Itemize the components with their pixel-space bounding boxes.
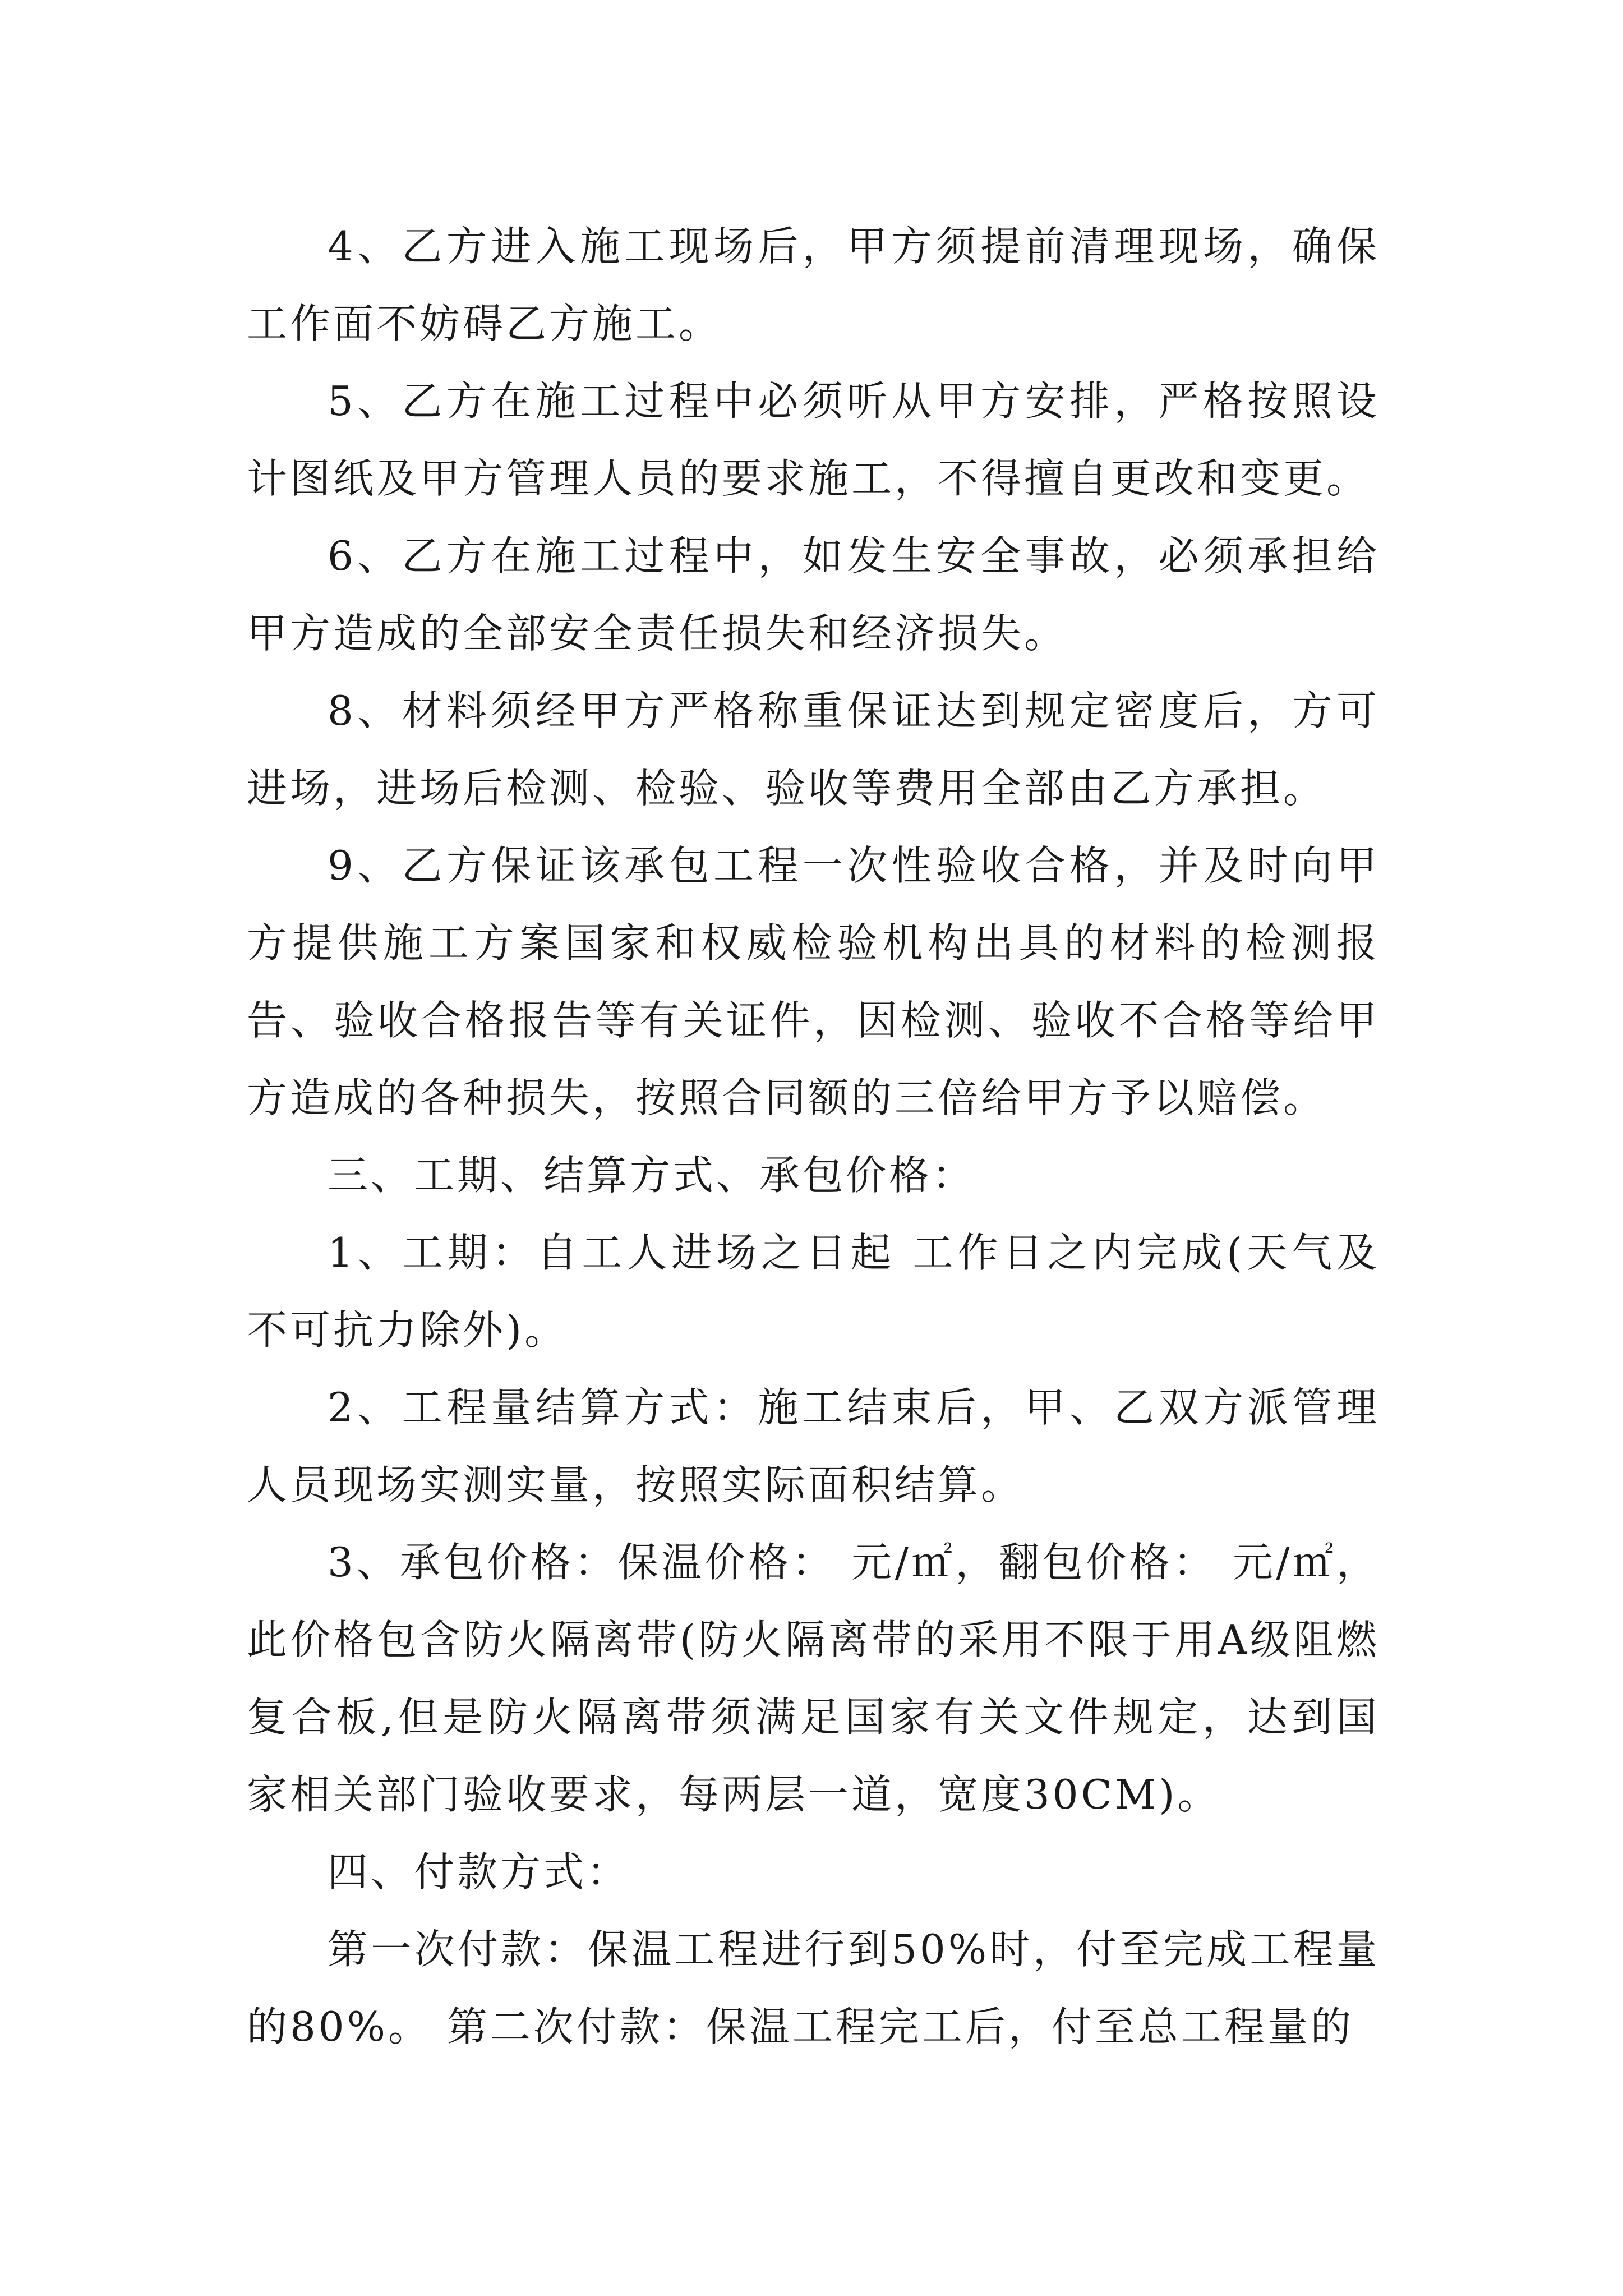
paragraph-payment-1: 第一次付款：保温工程进行到50%时，付至完成工程量的80%。 第二次付款：保温工程完工后，付至总工程量的: [247, 1926, 1380, 2050]
paragraph-schedule-3: 3、承包价格：保温价格： 元/㎡，翻包价格： 元/㎡，此价格包含防火隔离带(防火隔离带的采用不限于用A级阻燃复合板,但是防火隔离带须满足国家有关文件规定，达到国家相关部门验收要求，每两层一道，宽度30CM)。: [247, 1539, 1380, 1818]
paragraph-schedule-1: 1、工期：自工人进场之日起 工作日之内完成(天气及不可抗力除外)。: [247, 1229, 1380, 1354]
paragraph-clause-8: 8、材料须经甲方严格称重保证达到规定密度后，方可进场，进场后检测、检验、验收等费用全部由乙方承担。: [247, 687, 1380, 812]
section-heading-schedule: 三、工期、结算方式、承包价格：: [328, 1152, 976, 1199]
section-heading-payment: 四、付款方式：: [328, 1848, 630, 1895]
paragraph-clause-9: 9、乙方保证该承包工程一次性验收合格，并及时向甲方提供施工方案国家和权威检验机构出具的材料的检测报告、验收合格报告等有关证件，因检测、验收不合格等给甲方造成的各种损失，按照合同额的三倍给甲方予以赔偿。: [247, 842, 1380, 1121]
paragraph-clause-6: 6、乙方在施工过程中，如发生安全事故，必须承担给甲方造成的全部安全责任损失和经济损失。: [247, 532, 1380, 657]
paragraph-clause-4: 4、乙方进入施工现场后，甲方须提前清理现场，确保工作面不妨碍乙方施工。: [247, 223, 1380, 347]
paragraph-clause-5: 5、乙方在施工过程中必须听从甲方安排，严格按照设计图纸及甲方管理人员的要求施工，不得擅自更改和变更。: [247, 378, 1380, 502]
document-body: [247, 208, 1380, 2065]
paragraph-schedule-2: 2、工程量结算方式：施工结束后，甲、乙双方派管理人员现场实测实量，按照实际面积结算。: [247, 1384, 1380, 1508]
